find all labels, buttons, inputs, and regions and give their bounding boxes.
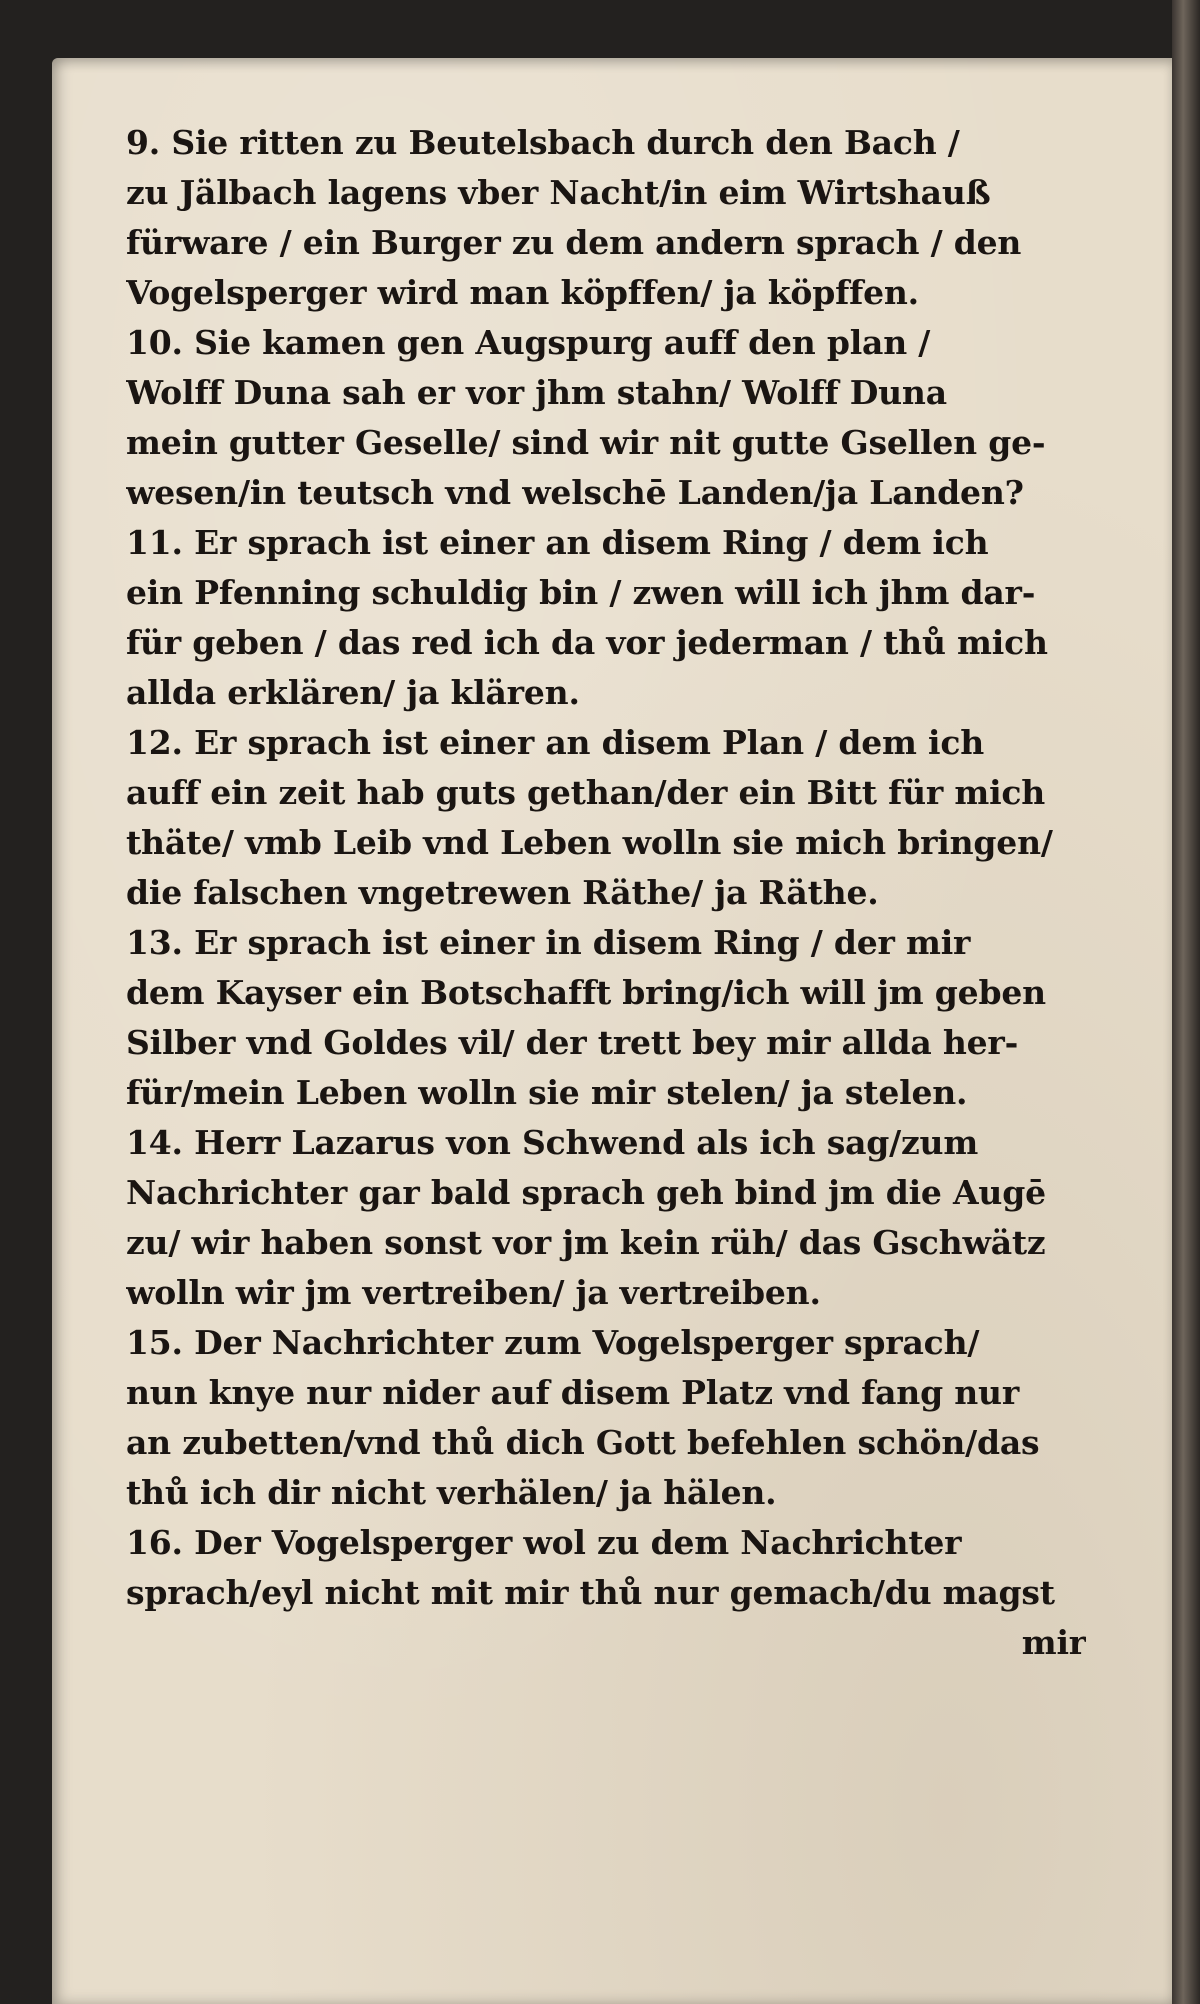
text-line: 14. Herr Lazarus von Schwend als ich sag/zum — [126, 1123, 979, 1162]
text-line: sprach/eyl nicht mit mir thů nur gemach/du magst — [126, 1573, 1055, 1612]
text-line: 12. Er sprach ist einer an disem Plan / dem ich — [126, 723, 985, 762]
text-line: 9. Sie ritten zu Beutelsbach durch den Bach / — [126, 123, 960, 162]
text-line: mein gutter Geselle/ sind wir nit gutte Gsellen ge- — [126, 423, 1046, 462]
book-edge — [1172, 0, 1200, 2004]
text-line: nun knye nur nider auf disem Platz vnd fang nur — [126, 1373, 1020, 1412]
text-line: 15. Der Nachrichter zum Vogelsperger sprach/ — [126, 1323, 980, 1362]
text-line: zu Jälbach lagens vber Nacht/in eim Wirtshauß — [126, 173, 991, 212]
text-line: thäte/ vmb Leib vnd Leben wolln sie mich bringen/ — [126, 823, 1053, 862]
text-line: an zubetten/vnd thů dich Gott befehlen schön/das — [126, 1423, 1040, 1462]
text-line: Silber vnd Goldes vil/ der trett bey mir allda her- — [126, 1023, 1019, 1062]
text-line: thů ich dir nicht verhälen/ ja hälen. — [126, 1473, 777, 1512]
page-text — [126, 118, 1086, 1668]
text-line: 16. Der Vogelsperger wol zu dem Nachrichter — [126, 1523, 962, 1562]
text-line: Nachrichter gar bald sprach geh bind jm die Augē — [126, 1173, 1046, 1212]
text-line: für/mein Leben wolln sie mir stelen/ ja stelen. — [126, 1073, 968, 1112]
text-line: auff ein zeit hab guts gethan/der ein Bitt für mich — [126, 773, 1046, 812]
text-line: dem Kayser ein Botschafft bring/ich will jm geben — [126, 973, 1046, 1012]
text-line: wolln wir jm vertreiben/ ja vertreiben. — [126, 1273, 821, 1312]
show-through-text — [126, 1842, 986, 1882]
text-line: 11. Er sprach ist einer an disem Ring / dem ich — [126, 523, 989, 562]
text-line: allda erklären/ ja klären. — [126, 673, 580, 712]
text-line: wesen/in teutsch vnd welschē Landen/ja Landen? — [126, 473, 1024, 512]
text-line: ein Pfenning schuldig bin / zwen will ich jhm dar- — [126, 573, 1036, 612]
text-line: die falschen vngetrewen Räthe/ ja Räthe. — [126, 873, 879, 912]
text-line: 13. Er sprach ist einer in disem Ring / der mir — [126, 923, 971, 962]
text-line: zu/ wir haben sonst vor jm kein rüh/ das Gschwätz — [126, 1223, 1046, 1262]
text-line: fürware / ein Burger zu dem andern sprach / den — [126, 223, 1022, 262]
text-line: 10. Sie kamen gen Augspurg auff den plan / — [126, 323, 931, 362]
catchword: mir — [1021, 1623, 1086, 1662]
text-line: Vogelsperger wird man köpffen/ ja köpffen. — [126, 273, 919, 312]
text-line: für geben / das red ich da vor jederman / thů mich — [126, 623, 1048, 662]
text-line: Wolff Duna sah er vor jhm stahn/ Wolff Duna — [126, 373, 947, 412]
